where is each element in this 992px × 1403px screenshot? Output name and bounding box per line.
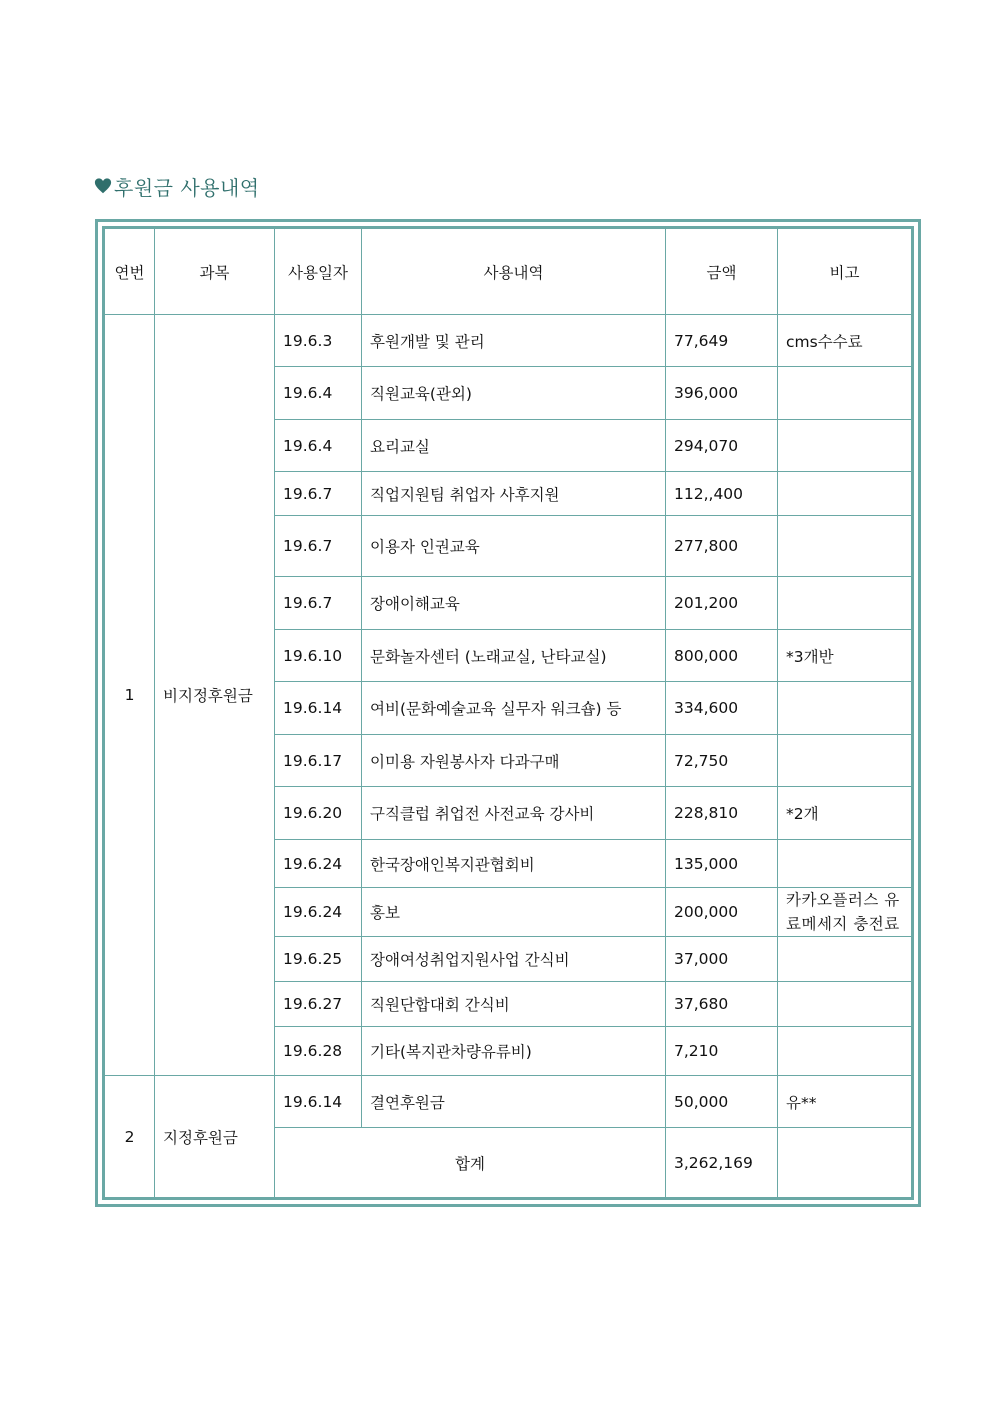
row-desc: 한국장애인복지관협회비 — [362, 840, 666, 888]
header-note: 비고 — [778, 229, 912, 315]
total-amount: 3,262,169 — [666, 1128, 778, 1198]
row-desc: 기타(복지관차량유류비) — [362, 1027, 666, 1076]
total-label: 합계 — [275, 1128, 666, 1198]
row-amount: 37,000 — [666, 937, 778, 982]
row-desc: 이용자 인권교육 — [362, 516, 666, 577]
row-date: 19.6.24 — [275, 888, 362, 937]
row-desc: 이미용 자원봉사자 다과구매 — [362, 735, 666, 787]
row-amount: 294,070 — [666, 420, 778, 472]
header-date: 사용일자 — [275, 229, 362, 315]
row-date: 19.6.24 — [275, 840, 362, 888]
header-no: 연번 — [105, 229, 155, 315]
row-date: 19.6.7 — [275, 472, 362, 516]
header-desc: 사용내역 — [362, 229, 666, 315]
row-note: *2개 — [778, 787, 912, 840]
row-note — [778, 577, 912, 630]
row-note — [778, 516, 912, 577]
row-amount: 7,210 — [666, 1027, 778, 1076]
row-desc: 후원개발 및 관리 — [362, 315, 666, 367]
page-title — [94, 170, 260, 202]
group1-no: 1 — [105, 315, 155, 1076]
row-amount: 112,,400 — [666, 472, 778, 516]
row-note: *3개반 — [778, 630, 912, 682]
row-desc: 장애이해교육 — [362, 577, 666, 630]
row-desc: 직원교육(관외) — [362, 367, 666, 420]
row-amount: 50,000 — [666, 1076, 778, 1128]
row-date: 19.6.14 — [275, 1076, 362, 1128]
row-note — [778, 682, 912, 735]
row-note — [778, 367, 912, 420]
row-amount: 201,200 — [666, 577, 778, 630]
row-amount: 800,000 — [666, 630, 778, 682]
row-date: 19.6.10 — [275, 630, 362, 682]
group2-category: 지정후원금 — [155, 1076, 275, 1198]
row-amount: 135,000 — [666, 840, 778, 888]
row-note — [778, 735, 912, 787]
row-amount: 228,810 — [666, 787, 778, 840]
table-row — [105, 1076, 912, 1128]
row-date: 19.6.4 — [275, 367, 362, 420]
row-note: 유** — [778, 1076, 912, 1128]
row-note — [778, 982, 912, 1027]
row-date: 19.6.3 — [275, 315, 362, 367]
row-date: 19.6.27 — [275, 982, 362, 1027]
row-desc: 직업지원팀 취업자 사후지원 — [362, 472, 666, 516]
row-desc: 문화놀자센터 (노래교실, 난타교실) — [362, 630, 666, 682]
row-note: cms수수료 — [778, 315, 912, 367]
total-note — [778, 1128, 912, 1198]
header-amount: 금액 — [666, 229, 778, 315]
row-desc: 요리교실 — [362, 420, 666, 472]
page-title-text: 후원금 사용내역 — [114, 175, 260, 200]
row-amount: 77,649 — [666, 315, 778, 367]
row-note: 카카오플러스 유료메세지 충전료 — [778, 888, 912, 937]
row-amount: 200,000 — [666, 888, 778, 937]
row-amount: 72,750 — [666, 735, 778, 787]
header-category: 과목 — [155, 229, 275, 315]
row-desc: 장애여성취업지원사업 간식비 — [362, 937, 666, 982]
row-amount: 37,680 — [666, 982, 778, 1027]
group1-category: 비지정후원금 — [155, 315, 275, 1076]
table-frame — [95, 219, 921, 1207]
row-note — [778, 840, 912, 888]
header-row — [105, 229, 912, 315]
usage-table — [104, 228, 912, 1198]
row-desc: 홍보 — [362, 888, 666, 937]
row-desc: 결연후원금 — [362, 1076, 666, 1128]
row-amount: 277,800 — [666, 516, 778, 577]
table-row — [105, 315, 912, 367]
row-note — [778, 420, 912, 472]
row-desc: 직원단합대회 간식비 — [362, 982, 666, 1027]
group2-no: 2 — [105, 1076, 155, 1198]
row-date: 19.6.14 — [275, 682, 362, 735]
row-desc: 구직클럽 취업전 사전교육 강사비 — [362, 787, 666, 840]
heart-icon — [94, 177, 112, 195]
row-date: 19.6.4 — [275, 420, 362, 472]
row-date: 19.6.20 — [275, 787, 362, 840]
row-date: 19.6.28 — [275, 1027, 362, 1076]
row-note — [778, 472, 912, 516]
row-desc: 여비(문화예술교육 실무자 워크숍) 등 — [362, 682, 666, 735]
row-date: 19.6.17 — [275, 735, 362, 787]
row-date: 19.6.7 — [275, 577, 362, 630]
row-note — [778, 1027, 912, 1076]
row-date: 19.6.7 — [275, 516, 362, 577]
row-note — [778, 937, 912, 982]
row-amount: 396,000 — [666, 367, 778, 420]
row-date: 19.6.25 — [275, 937, 362, 982]
row-amount: 334,600 — [666, 682, 778, 735]
